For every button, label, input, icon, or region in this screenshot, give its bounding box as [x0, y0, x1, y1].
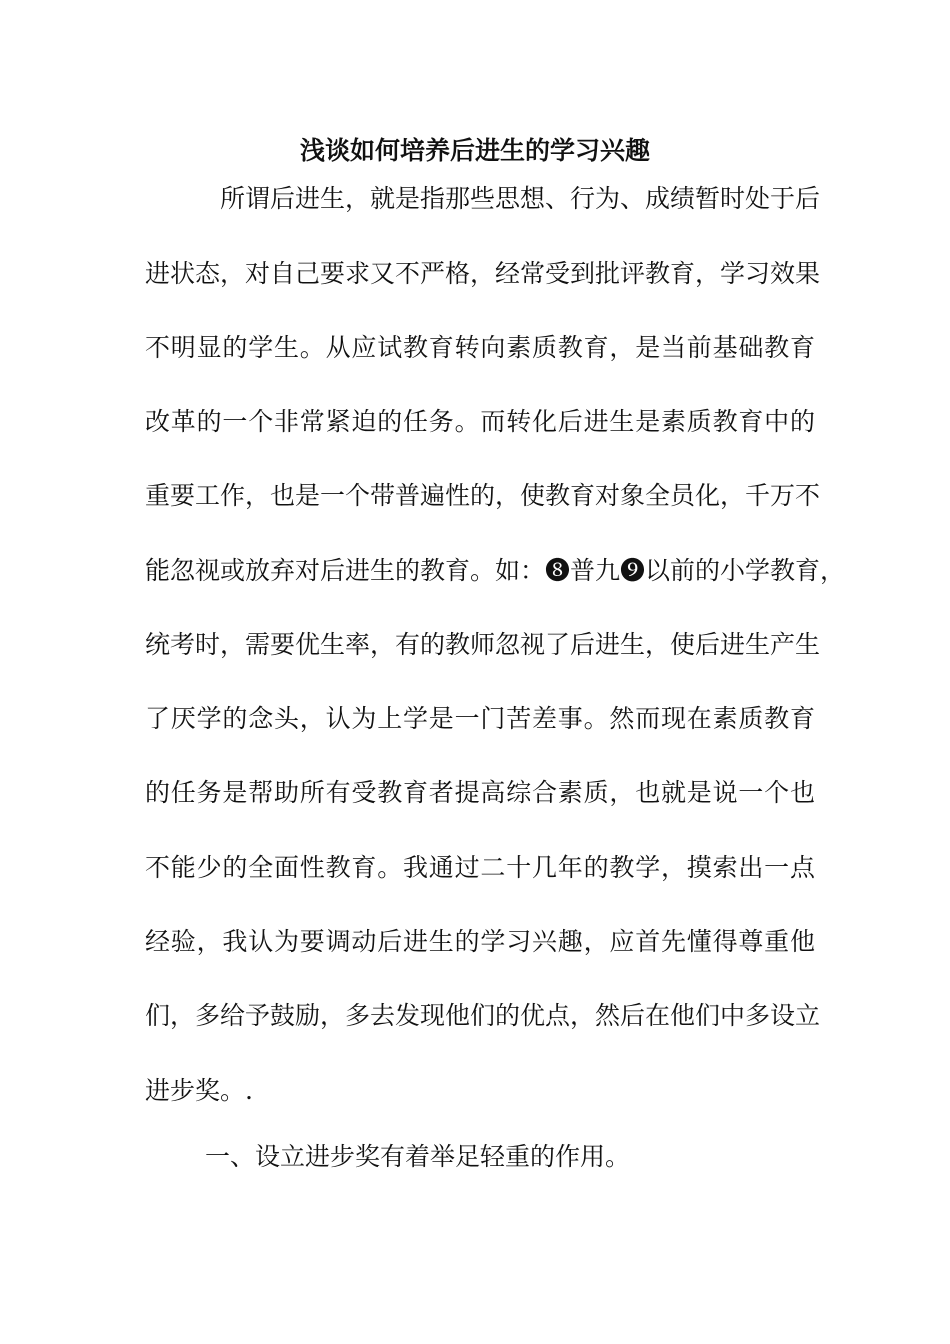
paragraph-line: 的任务是帮助所有受教育者提高综合素质，也就是说一个也	[145, 778, 815, 807]
paragraph-line: 不明显的学生。从应试教育转向素质教育，是当前基础教育	[145, 333, 815, 362]
paragraph-line: 改革的一个非常紧迫的任务。而转化后进生是素质教育中的	[145, 407, 815, 436]
paragraph-line: 能忽视或放弃对后进生的教育。如：❽普九❾以前的小学教育，	[145, 556, 846, 585]
paragraph-line: 经验，我认为要调动后进生的学习兴趣，应首先懂得尊重他	[145, 927, 815, 956]
paragraph-line: 进状态，对自己要求又不严格，经常受到批评教育，学习效果	[145, 259, 821, 288]
paragraph-line: 进步奖。.	[145, 1076, 253, 1105]
paragraph-line: 统考时，需要优生率，有的教师忽视了后进生，使后进生产生	[145, 630, 821, 659]
paragraph-line: 所谓后进生，就是指那些思想、行为、成绩暂时处于后	[220, 184, 821, 213]
section-heading: 一、设立进步奖有着举足轻重的作用。	[205, 1142, 631, 1171]
paragraph-line: 不能少的全面性教育。我通过二十几年的教学，摸索出一点	[145, 853, 815, 882]
paragraph-line: 了厌学的念头，认为上学是一门苦差事。然而现在素质教育	[145, 704, 815, 733]
document-title: 浅谈如何培养后进生的学习兴趣	[299, 136, 650, 165]
paragraph-line: 们，多给予鼓励，多去发现他们的优点，然后在他们中多设立	[145, 1001, 821, 1030]
paragraph-line: 重要工作，也是一个带普遍性的，使教育对象全员化，千万不	[145, 481, 821, 510]
